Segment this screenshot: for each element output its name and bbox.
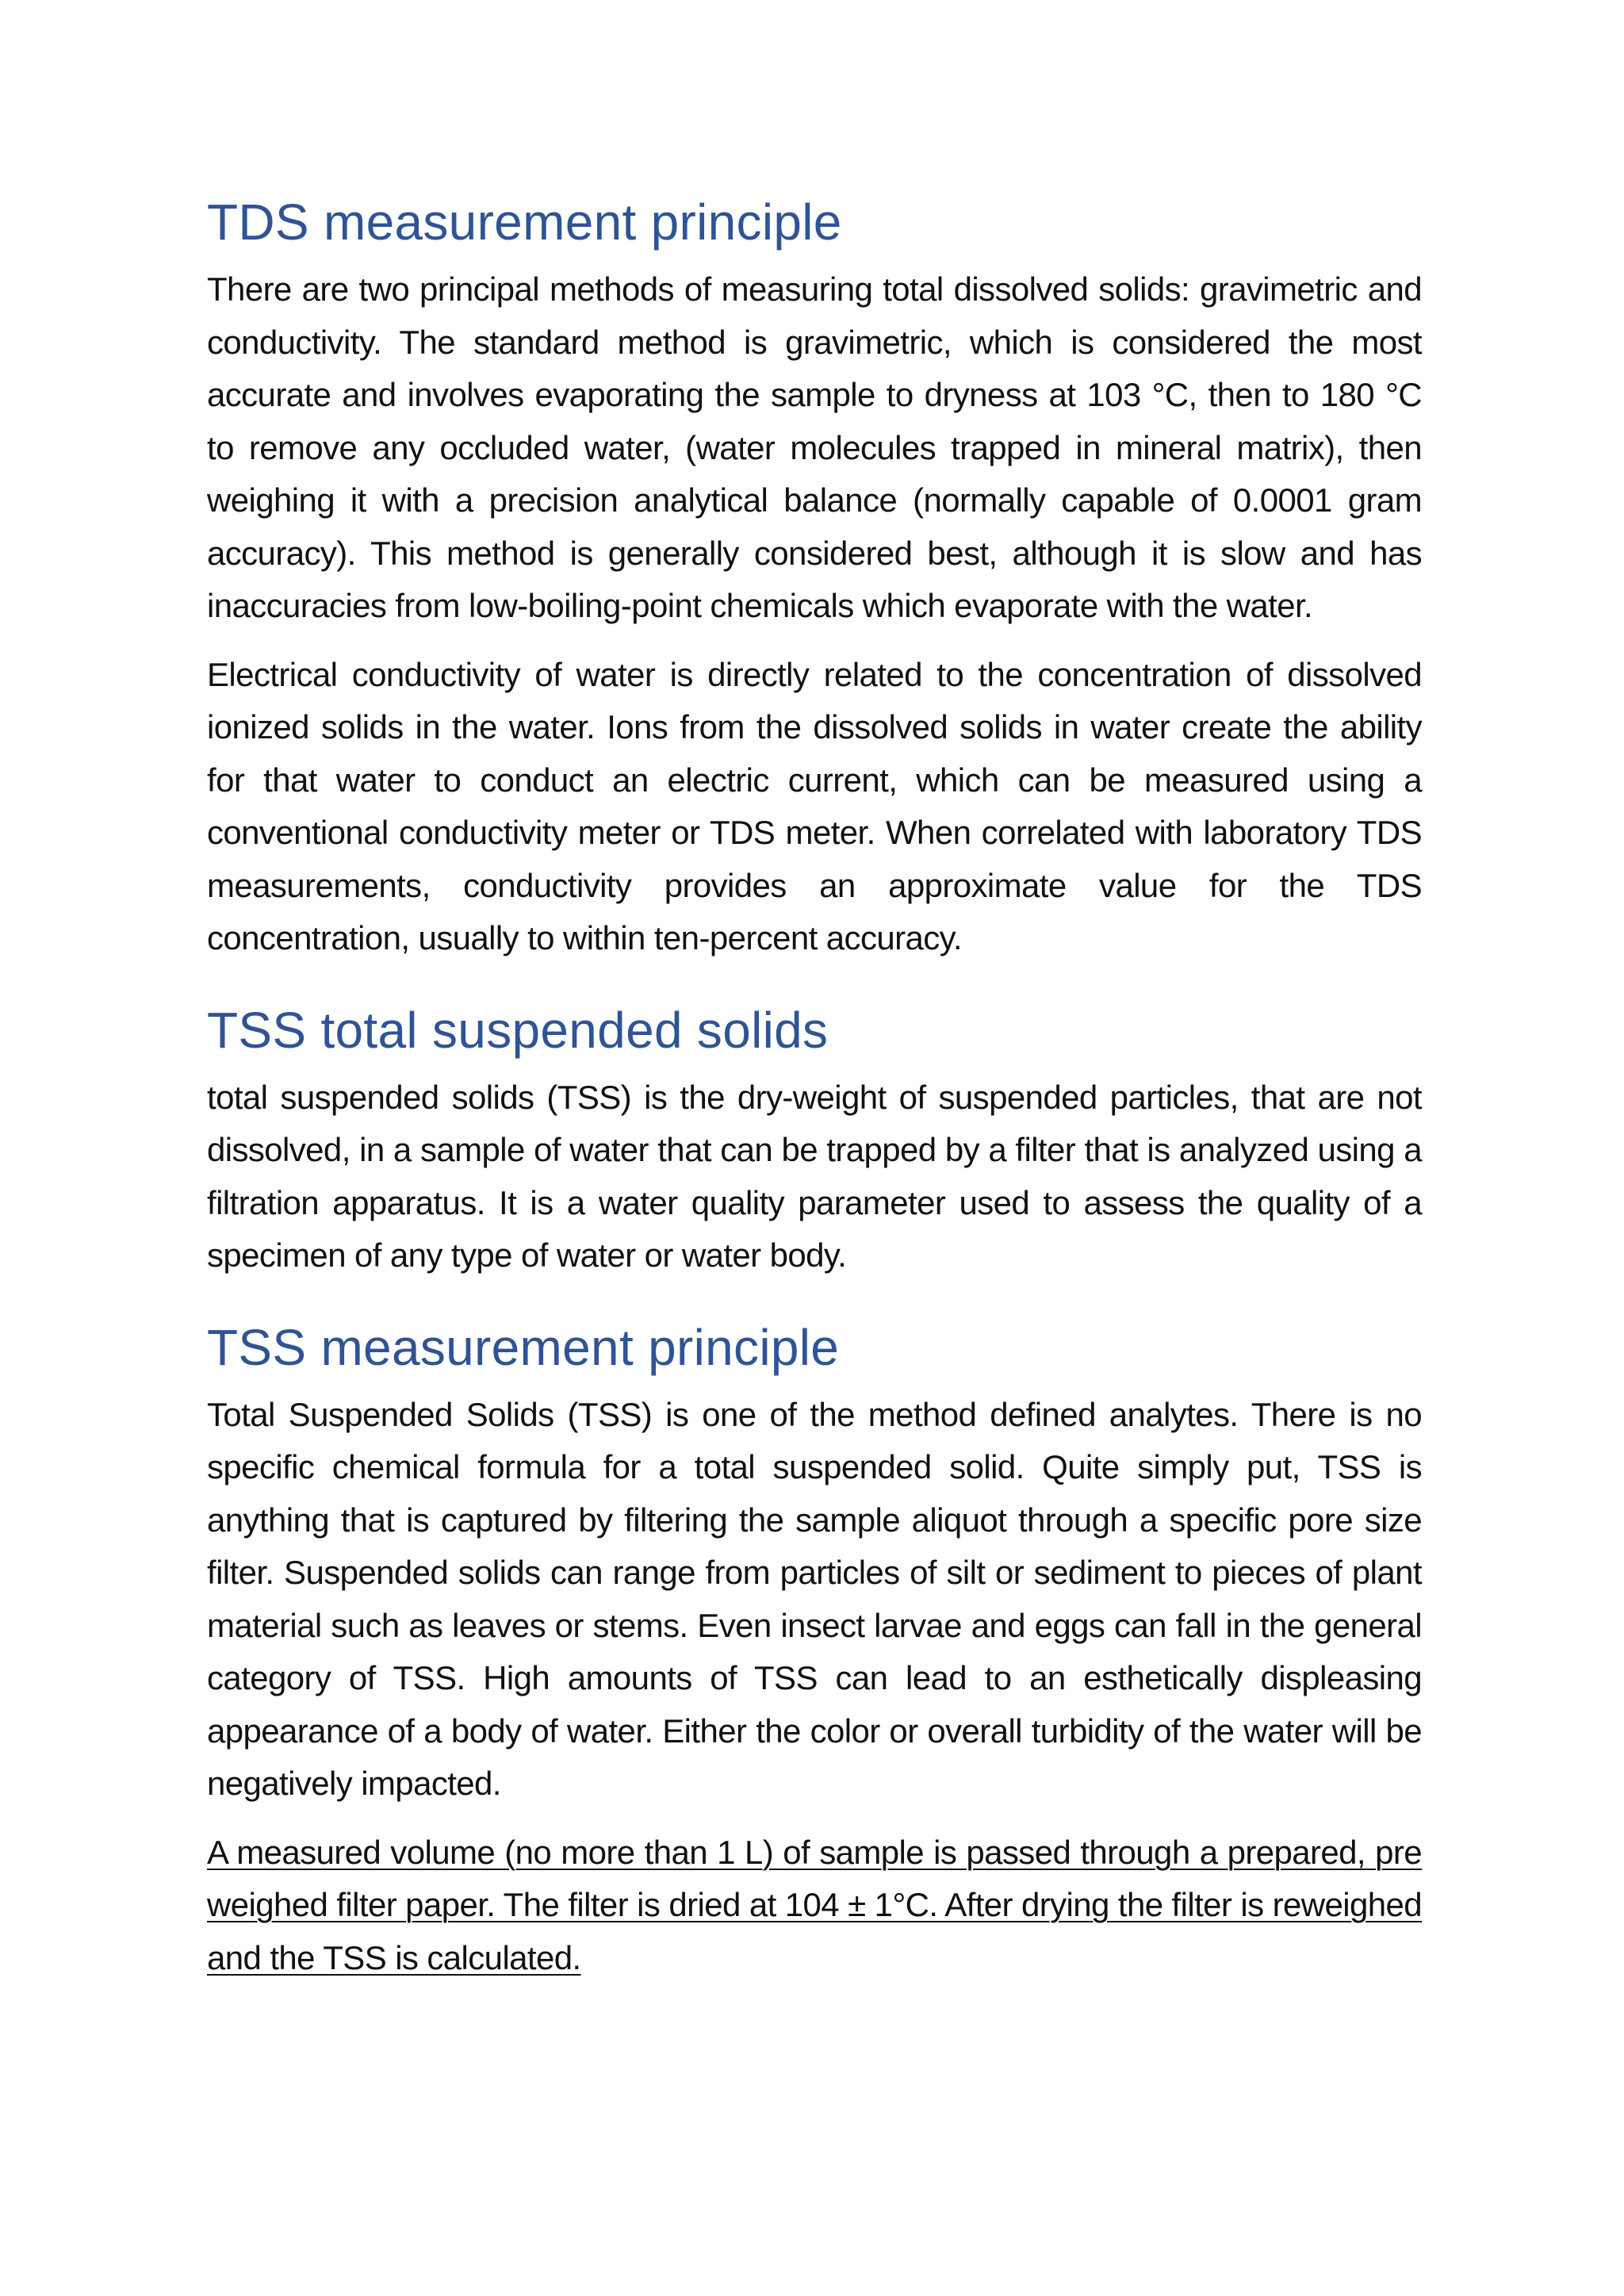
section-heading: TDS measurement principle bbox=[207, 194, 842, 251]
underlined-paragraph: A measured volume (no more than 1 L) of sample is passed through a prepared, pre weighed filter paper. The filter is dried at 104 ± 1°C. After drying the filter is reweighed and the TSS is calculated. bbox=[207, 1833, 1422, 1976]
section-heading: TSS total suspended solids bbox=[207, 1001, 829, 1059]
paragraph: There are two principal methods of measuring total dissolved solids: gravimetric and conductivity. The standard method is gravimetric, which is considered the most accurate and involves evaporating the sample to dryness at 103 °C, then to 180 °C to remove any occluded water, (water molecules trapped in mineral matrix), then weighing it with a precision analytical balance (normally capable of 0.0001 gram accuracy). This method is generally considered best, although it is slow and has inaccuracies from low-boiling-point chemicals which evaporate with the water. bbox=[207, 270, 1422, 624]
document-page bbox=[207, 189, 1422, 2000]
section-tss-total-suspended-solids bbox=[207, 997, 1422, 1282]
section-tds-measurement-principle bbox=[207, 189, 1422, 965]
paragraph: total suspended solids (TSS) is the dry-weight of suspended particles, that are not dissolved, in a sample of water that can be trapped by a filter that is analyzed using a filtration apparatus. It is a water quality parameter used to assess the quality of a specimen of any type of water or water body. bbox=[207, 1078, 1422, 1274]
section-tss-measurement-principle bbox=[207, 1314, 1422, 1985]
paragraph: Total Suspended Solids (TSS) is one of the method defined analytes. There is no specific chemical formula for a total suspended solid. Quite simply put, TSS is anything that is captured by filtering the sample aliquot through a specific pore size filter. Suspended solids can range from particles of silt or sediment to pieces of plant material such as leaves or stems. Even insect larvae and eggs can fall in the general category of TSS. High amounts of TSS can lead to an esthetically displeasing appearance of a body of water. Either the color or overall turbidity of the water will be negatively impacted. bbox=[207, 1395, 1422, 1802]
paragraph: Electrical conductivity of water is directly related to the concentration of dissolved ionized solids in the water. Ions from the dissolved solids in water create the ability for that water to conduct an electric current, which can be measured using a conventional conductivity meter or TDS meter. When correlated with laboratory TDS measurements, conductivity provides an approximate value for the TDS concentration, usually to within ten-percent accuracy. bbox=[207, 655, 1422, 956]
section-heading: TSS measurement principle bbox=[207, 1318, 840, 1376]
